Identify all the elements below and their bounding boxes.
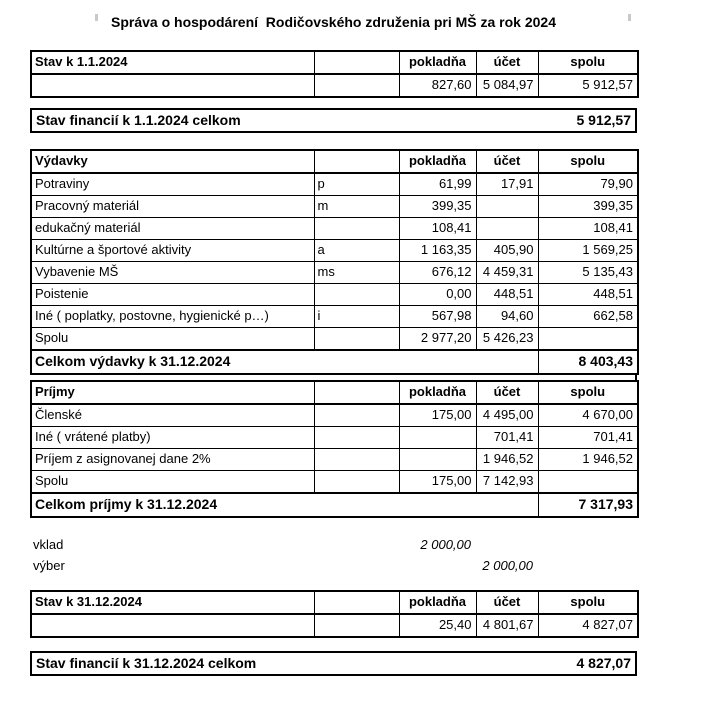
- cell-ucet: 701,41: [476, 427, 538, 449]
- column-header-ucet: účet: [476, 51, 538, 74]
- cell-code: p: [314, 173, 399, 196]
- empty-cell: [313, 556, 398, 577]
- table-row: [31, 240, 638, 262]
- cell-spolu: [538, 471, 638, 494]
- cell-spolu: 79,90: [538, 173, 638, 196]
- cell-code: m: [314, 196, 399, 218]
- cell-ucet: 4 495,00: [476, 404, 538, 427]
- cell-pokladna: 399,35: [399, 196, 476, 218]
- table-title-cell: Výdavky: [31, 150, 314, 173]
- empty-cell: [314, 427, 399, 449]
- table-stav-financii-31-12-celkom: [30, 651, 637, 676]
- cell-pokladna: 25,40: [399, 614, 476, 637]
- empty-cell: [313, 535, 398, 556]
- table-vydavky: [30, 149, 639, 375]
- empty-cell: [314, 614, 399, 637]
- empty-cell: [314, 449, 399, 471]
- cell-spolu: [538, 328, 638, 351]
- cell-spolu: 1 569,25: [538, 240, 638, 262]
- table-header-row: [31, 150, 638, 173]
- column-header-spolu: spolu: [538, 51, 638, 74]
- empty-cell: [314, 471, 399, 494]
- cell-pokladna: 175,00: [399, 404, 476, 427]
- cell-spolu: 4 670,00: [538, 404, 638, 427]
- transfers-section: [30, 535, 637, 577]
- table-gap-connector: [30, 375, 637, 380]
- table-header-row: [31, 591, 638, 614]
- empty-cell: [398, 556, 475, 577]
- summary-value: 4 827,07: [576, 654, 631, 671]
- empty-cell: [314, 404, 399, 427]
- table-row: [31, 173, 638, 196]
- table-row: [31, 404, 638, 427]
- cell-code: a: [314, 240, 399, 262]
- cell-code: [314, 284, 399, 306]
- table-row: [31, 614, 638, 637]
- cell-pokladna: 61,99: [399, 173, 476, 196]
- table-title-cell: Príjmy: [31, 381, 314, 404]
- column-header-pokladna: pokladňa: [399, 150, 476, 173]
- cell-pokladna: 108,41: [399, 218, 476, 240]
- vklad-label: vklad: [33, 537, 64, 553]
- total-label: Celkom výdavky k 31.12.2024: [31, 350, 538, 374]
- cell-code: [314, 218, 399, 240]
- table-row: [31, 427, 638, 449]
- vyber-value: 2 000,00: [482, 558, 533, 574]
- cell-spolu: 448,51: [538, 284, 638, 306]
- cell-spolu: 662,58: [538, 306, 638, 328]
- table-header-row: [31, 51, 638, 74]
- summary-row: [31, 652, 636, 675]
- cell-ucet: 94,60: [476, 306, 538, 328]
- cell-label: Pracovný materiál: [31, 196, 314, 218]
- table-prijmy: [30, 380, 639, 518]
- summary-value: 5 912,57: [576, 111, 631, 128]
- cell-pokladna: 0,00: [399, 284, 476, 306]
- cell-ucet: 448,51: [476, 284, 538, 306]
- empty-cell: [314, 150, 399, 173]
- cell-label: Potraviny: [31, 173, 314, 196]
- cell-ucet: [476, 196, 538, 218]
- table-row: [31, 328, 638, 351]
- cell-spolu: 5 135,43: [538, 262, 638, 284]
- vklad-row: [30, 535, 637, 556]
- cell-label: Spolu: [31, 471, 314, 494]
- table-row: [31, 449, 638, 471]
- cell-ucet: 7 142,93: [476, 471, 538, 494]
- column-header-pokladna: pokladňa: [399, 591, 476, 614]
- cell-pokladna: 676,12: [399, 262, 476, 284]
- cell-label: Spolu: [31, 328, 314, 351]
- column-header-spolu: spolu: [538, 591, 638, 614]
- column-header-ucet: účet: [476, 150, 538, 173]
- summary-label: Stav financií k 1.1.2024 celkom: [36, 111, 241, 128]
- table-row: [31, 306, 638, 328]
- empty-cell: [537, 535, 637, 556]
- cell-pokladna: 567,98: [399, 306, 476, 328]
- empty-cell: [537, 556, 637, 577]
- cell-label: Príjem z asignovanej dane 2%: [31, 449, 314, 471]
- table-row: [31, 218, 638, 240]
- total-row-prijmy: [31, 493, 638, 517]
- cell-label: Iné ( poplatky, postovne, hygienické p…): [31, 306, 314, 328]
- cell-label: Členské: [31, 404, 314, 427]
- table-stav-31-12-2024: [30, 590, 639, 638]
- cell-ucet: 405,90: [476, 240, 538, 262]
- table-row: [31, 284, 638, 306]
- table-stav-1-1-2024: [30, 50, 639, 98]
- vyber-label: výber: [33, 558, 65, 574]
- table-row: [31, 262, 638, 284]
- cell-spolu: 4 827,07: [538, 614, 638, 637]
- column-header-spolu: spolu: [538, 381, 638, 404]
- summary-label: Stav financií k 31.12.2024 celkom: [36, 654, 257, 671]
- column-header-ucet: účet: [476, 591, 538, 614]
- cell-pokladna: [399, 449, 476, 471]
- cell-pokladna: 827,60: [399, 74, 476, 97]
- table-title-cell: Stav k 1.1.2024: [31, 51, 314, 74]
- cell-spolu: 1 946,52: [538, 449, 638, 471]
- cell-pokladna: 175,00: [399, 471, 476, 494]
- total-value: 7 317,93: [538, 493, 638, 517]
- empty-cell: [314, 74, 399, 97]
- summary-row: [31, 109, 636, 132]
- cell-spolu: 399,35: [538, 196, 638, 218]
- cell-code: ms: [314, 262, 399, 284]
- page-margin-tick-right: [628, 14, 631, 21]
- empty-cell: [31, 614, 314, 637]
- table-row: [31, 471, 638, 494]
- table-row: [31, 74, 638, 97]
- cell-spolu: 701,41: [538, 427, 638, 449]
- column-header-spolu: spolu: [538, 150, 638, 173]
- table-row: [31, 196, 638, 218]
- cell-spolu: 108,41: [538, 218, 638, 240]
- cell-label: edukačný materiál: [31, 218, 314, 240]
- cell-pokladna: 2 977,20: [399, 328, 476, 351]
- total-value: 8 403,43: [538, 350, 638, 374]
- report-content: [30, 50, 637, 676]
- column-header-pokladna: pokladňa: [399, 381, 476, 404]
- cell-pokladna: 1 163,35: [399, 240, 476, 262]
- empty-cell: [314, 591, 399, 614]
- vyber-row: [30, 556, 637, 577]
- table-stav-financii-1-1-celkom: [30, 108, 637, 133]
- cell-ucet: 4 459,31: [476, 262, 538, 284]
- cell-label: Iné ( vrátené platby): [31, 427, 314, 449]
- cell-ucet: 5 426,23: [476, 328, 538, 351]
- total-row-vydavky: [31, 350, 638, 374]
- cell-ucet: 5 084,97: [476, 74, 538, 97]
- total-label: Celkom príjmy k 31.12.2024: [31, 493, 538, 517]
- page-title: Správa o hospodárení Rodičovského združenia pri MŠ za rok 2024: [110, 14, 556, 30]
- column-header-pokladna: pokladňa: [399, 51, 476, 74]
- cell-spolu: 5 912,57: [538, 74, 638, 97]
- cell-ucet: 17,91: [476, 173, 538, 196]
- empty-cell: [475, 535, 537, 556]
- cell-label: Kultúrne a športové aktivity: [31, 240, 314, 262]
- table-header-row: [31, 381, 638, 404]
- cell-pokladna: [399, 427, 476, 449]
- empty-cell: [31, 74, 314, 97]
- cell-ucet: 4 801,67: [476, 614, 538, 637]
- cell-ucet: 1 946,52: [476, 449, 538, 471]
- empty-cell: [314, 51, 399, 74]
- empty-cell: [314, 381, 399, 404]
- cell-label: Vybavenie MŠ: [31, 262, 314, 284]
- cell-ucet: [476, 218, 538, 240]
- table-title-cell: Stav k 31.12.2024: [31, 591, 314, 614]
- page-margin-tick-left: [95, 14, 98, 21]
- cell-code: i: [314, 306, 399, 328]
- cell-label: Poistenie: [31, 284, 314, 306]
- column-header-ucet: účet: [476, 381, 538, 404]
- vklad-value: 2 000,00: [420, 537, 471, 553]
- cell-code: [314, 328, 399, 351]
